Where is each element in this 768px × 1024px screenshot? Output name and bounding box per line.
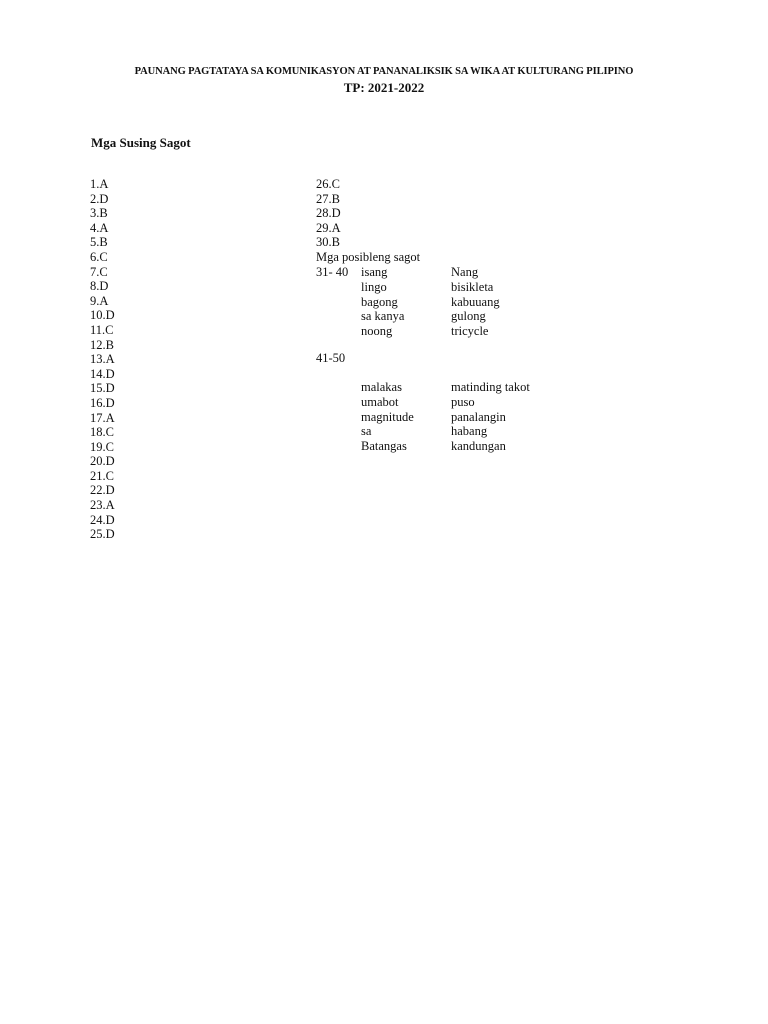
document-title: PAUNANG PAGTATAYA SA KOMUNIKASYON AT PANANALIKSIK SA WIKA AT KULTURANG PILIPINO [134,66,634,77]
answer-item: 15.D [90,381,115,396]
answer-item: 6.C [90,249,108,264]
words-31-40-col1 [361,265,404,339]
word-item: gulong [451,309,486,324]
answer-item: 8.D [90,279,109,294]
range-label-41-50: 41-50 [316,351,346,365]
word-item: sa kanya [361,309,405,324]
answers-column-2 [316,177,420,265]
answer-item: 26.C [316,177,340,191]
words-31-40-col2 [451,265,500,339]
answer-key-heading: Mga Susing Sagot [91,135,191,150]
answer-item: 20.D [90,454,115,469]
answer-item: 9.A [90,293,109,308]
answer-item: 5.B [90,235,108,250]
answer-item: 7.C [90,264,108,279]
answers-column-1 [90,177,115,542]
answer-item: 11.C [90,322,114,337]
answer-item: 1.A [90,177,109,191]
answer-item: 18.C [90,425,114,440]
word-item: sa [361,424,372,439]
answer-item: 12.B [90,337,114,352]
range-label-31-40: 31- 40 [316,265,349,279]
word-item: puso [451,394,475,409]
word-item: Nang [451,265,479,279]
school-year: TP: 2021-2022 [343,80,425,95]
answer-item: 24.D [90,512,115,527]
word-item: tricycle [451,324,489,339]
answer-item: 3.B [90,206,108,221]
word-item: Batangas [361,439,407,454]
possible-answers-label: Mga posibleng sagot [316,249,421,264]
answer-item: 19.C [90,439,114,454]
word-item: kandungan [451,439,506,454]
answer-item: 30.B [316,235,340,250]
words-41-50-col2 [451,380,530,454]
word-item: habang [451,424,488,439]
answer-item: 25.D [90,527,115,542]
word-item: panalangin [451,409,506,424]
answer-item: 10.D [90,308,115,323]
answer-item: 4.A [90,220,109,235]
answer-item: 27.B [316,191,340,206]
answer-item: 28.D [316,206,341,221]
word-item: malakas [361,380,402,394]
answer-item: 23.A [90,498,115,513]
answer-item: 13.A [90,352,115,367]
word-item: isang [361,265,388,279]
word-item: lingo [361,279,387,294]
word-item: bisikleta [451,279,494,294]
words-41-50-col1 [361,380,414,454]
word-item: magnitude [361,409,414,424]
word-item: bagong [361,294,398,309]
answer-item: 17.A [90,410,115,425]
answer-item: 16.D [90,395,115,410]
answer-item: 22.D [90,483,115,498]
answer-item: 14.D [90,366,115,381]
word-item: matinding takot [451,380,530,394]
answer-item: 21.C [90,468,114,483]
answer-item: 2.D [90,191,109,206]
answer-item: 29.A [316,220,341,235]
word-item: kabuuang [451,294,500,309]
word-item: umabot [361,394,399,409]
word-item: noong [361,324,393,339]
